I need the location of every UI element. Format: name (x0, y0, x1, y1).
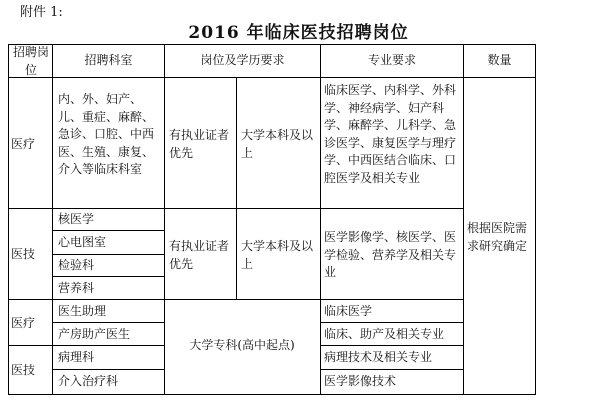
block3-major-0: 临床医学 (324, 304, 373, 318)
block3-major-1: 临床、助产及相关专业 (324, 327, 445, 341)
count-text: 根据医院需求研究确定 (467, 221, 528, 253)
block2-post: 医技 (11, 247, 36, 261)
block2-major: 医学影像学、核医学、医学检验、营养学及相关专业 (324, 230, 457, 279)
block2-dept-2: 检验科 (58, 258, 95, 272)
header-edu: 岗位及学历要求 (200, 53, 285, 67)
block1-dept: 内、外、妇产、儿、重症、麻醉、急诊、口腔、中西医、生殖、康复、介入等临床科室 (58, 92, 155, 176)
block3-dept-0: 医生助理 (58, 304, 107, 318)
block1-cert: 有执业证者优先 (169, 128, 230, 160)
annex-label: 附件 1: (20, 5, 63, 20)
recruitment-table (8, 44, 536, 395)
page-title: 2016 年临床医技招聘岗位 (188, 23, 409, 43)
block1-major: 临床医学、内科学、外科学、神经病学、妇产科学、麻醉学、儿科学、急诊医学、康复医学与理疗学、中西医结合临床、口腔医学及相关专业 (324, 83, 457, 185)
block3-dept-1: 产房助产医生 (58, 327, 131, 341)
header-dept: 招聘科室 (84, 53, 133, 67)
block3-post: 医疗 (11, 316, 36, 330)
header-count: 数量 (487, 53, 512, 67)
header-major: 专业要求 (367, 53, 416, 67)
block2-cert: 有执业证者优先 (169, 239, 230, 271)
block4-major-0: 病理技术及相关专业 (324, 350, 433, 364)
block1-post: 医疗 (11, 137, 36, 151)
block2-dept-1: 心电图室 (58, 235, 107, 249)
header-post: 招聘岗位 (12, 45, 49, 77)
block4-dept-1: 介入治疗科 (58, 374, 119, 388)
block2-edu: 大学本科及以上 (241, 239, 314, 271)
block2-dept-0: 核医学 (58, 212, 95, 226)
edu-college: 大学专科(高中起点) (189, 338, 295, 352)
block1-edu: 大学本科及以上 (241, 128, 314, 160)
block4-dept-0: 病理科 (58, 350, 95, 364)
block4-major-1: 医学影像技术 (324, 374, 397, 388)
block4-post: 医技 (11, 363, 36, 377)
block2-dept-3: 营养科 (58, 281, 95, 295)
